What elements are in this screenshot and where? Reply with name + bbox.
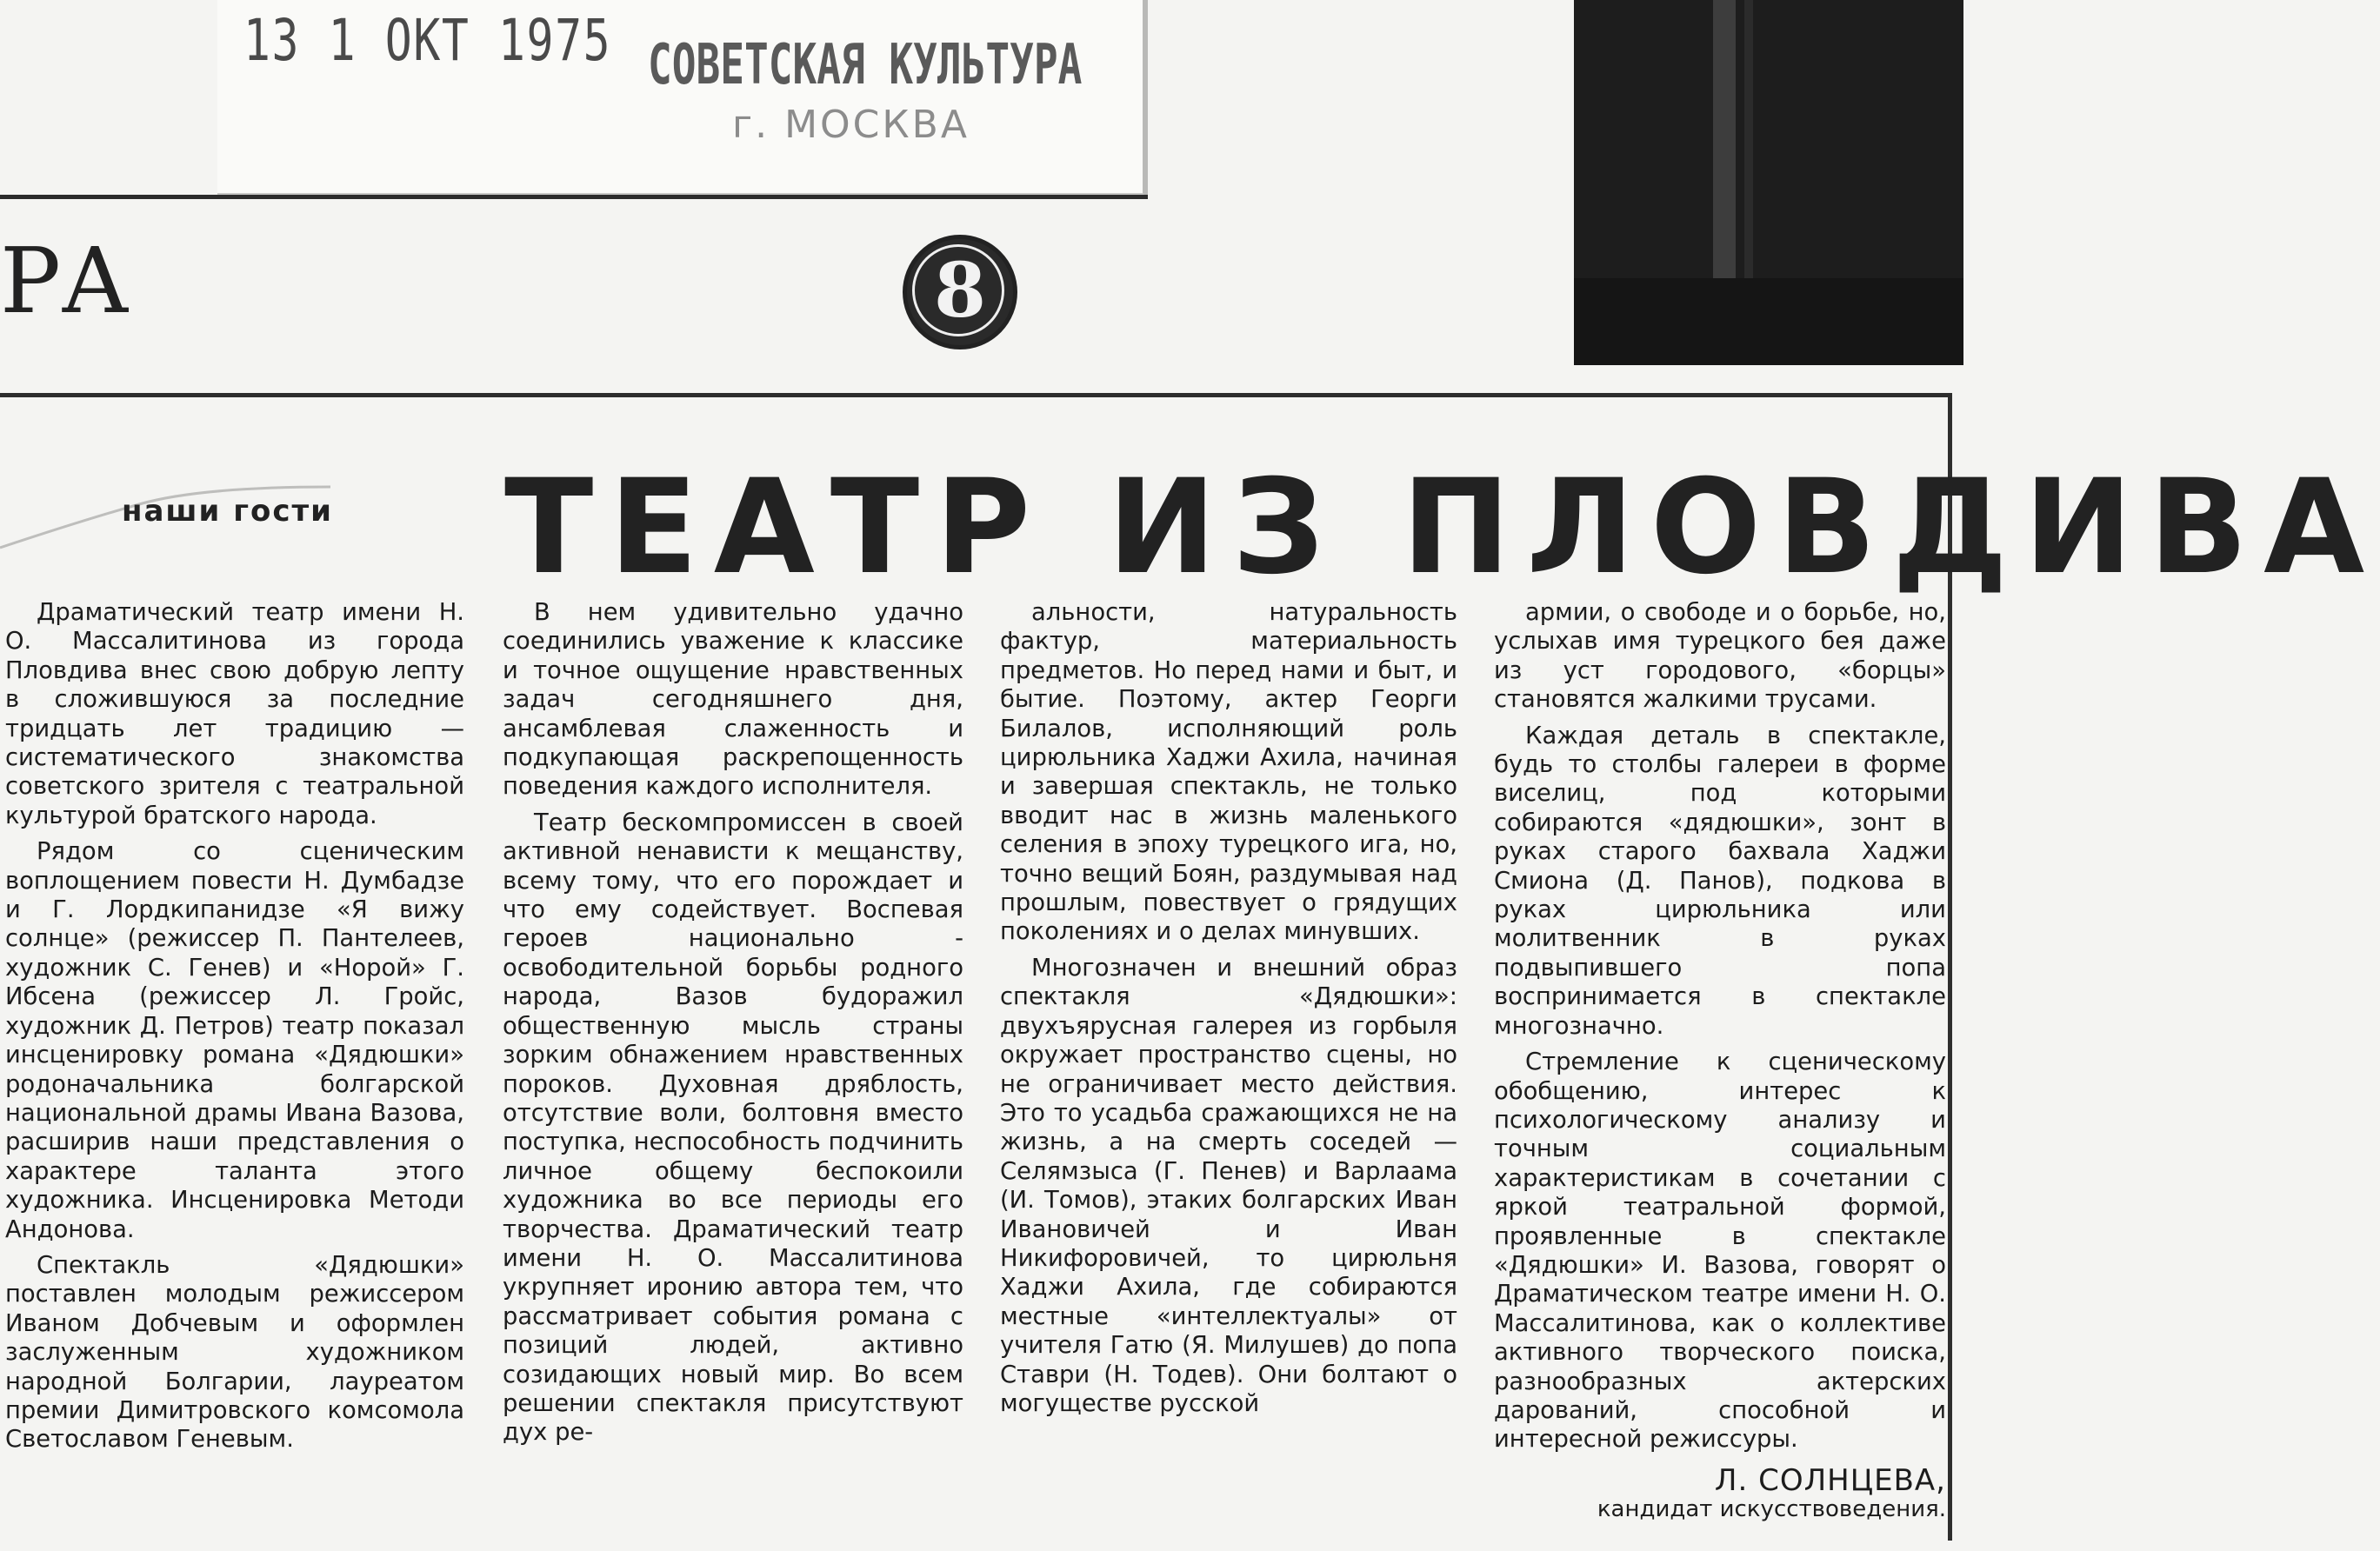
article-column-2 bbox=[503, 598, 963, 1546]
paragraph: Стремление к сценическому обобщению, интерес к психологическому анализу и точным социальным характеристикам в сочетании с яркой театральной формой, проявленные в спектакле «Дядюшки» И. Вазова, говорят о Драматическом театре имени Н. О. Массалитинова, как о коллективе активного творческого поиска, разнообразных актерских дарований, способной и интересной режиссуры. bbox=[1494, 1048, 1946, 1454]
article-column-1 bbox=[5, 598, 464, 1546]
paragraph: Драматический театр имени Н. О. Массалитинова из города Пловдива внес свою добрую лепту в сложившуюся за последние тридцать лет традицию — систематического знакомства советского зрителя с театральной культурой братского народа. bbox=[5, 599, 464, 829]
page-number-ring bbox=[912, 244, 1004, 336]
paragraph: Театр бескомпромиссен в своей активной ненависти к мещанству, всему тому, что его порождает и что ему содействует. Воспевая героев национально - освободительной борьбы родного народа, Вазов будоражил общественную мысль страны зорким обнажением нравственных пороков. Духовная дряблость, отсутствие воли, болтовня вместо поступка, неспособность подчинить личное общему беспокоили художника во все периоды его творчества. Драматический театр имени Н. О. Массалитинова укрупняет иронию автора тем, что рассматривает события романа с позиций людей, активно созидающих новый мир. Во всем решении спектакля присутствуют дух ре- bbox=[503, 809, 963, 1447]
photo-fragment bbox=[1574, 0, 1963, 365]
page-number-badge bbox=[903, 235, 1017, 349]
article-column-3 bbox=[1000, 598, 1457, 1546]
masthead-rule bbox=[0, 195, 1148, 199]
article-frame-top bbox=[0, 393, 1952, 397]
author-signature: Л. СОЛНЦЕВА, bbox=[1714, 1462, 1946, 1498]
article-headline: ТЕАТР ИЗ ПЛОВДИВА bbox=[504, 452, 2380, 603]
paragraph: В нем удивительно удачно соединились уважение к классике и точное ощущение нравственных задач сегодняшнего дня, ансамблевая слаженность и подкупающая раскрепощенность поведения каждого исполнителя. bbox=[503, 599, 963, 801]
stamp-city: г. МОСКВА bbox=[732, 103, 970, 147]
stamp-newspaper: СОВЕТСКАЯ КУЛЬТУРА bbox=[648, 33, 1083, 97]
paragraph: армии, о свободе и о борьбе, но, услыхав имя турецкого бея даже из уст городового, «борцы» становятся жалкими трусами. bbox=[1494, 599, 1946, 714]
page-number: 8 bbox=[934, 247, 986, 335]
paragraph: альности, натуральность фактур, материальность предметов. Но перед нами и быт, и бытие. Поэтому, актер Георги Билалов, исполняющий роль цирюльника Хаджи Ахила, начиная и завершая спектакль, не только вводит нас в жизнь маленького селения в эпоху турецкого ига, но, точно вещий Боян, раздумывая над прошлым, повествует о грядущих поколениях и о делах минувших. bbox=[1000, 599, 1457, 946]
photo-detail bbox=[1574, 278, 1963, 365]
stamp-date: 13 1 ОКТ 1975 bbox=[243, 7, 612, 74]
rubric-label: наши гости bbox=[122, 494, 334, 529]
paragraph: Многозначен и внешний образ спектакля «Дядюшки»: двухъярусная галерея из горбыля окружает пространство сцены, но не ограничивает место действия. Это то усадьба сражающихся не на жизнь, а на смерть соседей — Селямзыса (Г. Пенев) и Варлаама (И. Томов), этаких болгарских Иван Ивановичей и Иван Никифоровичей, то цирюльня Хаджи Ахила, где собираются местные «интеллектуалы» от учителя Гатю (Я. Милушев) до попа Ставри (Н. Тодев). Они болтают о могуществе русской bbox=[1000, 954, 1457, 1417]
author-title: кандидат искусствоведения. bbox=[1597, 1496, 1946, 1523]
paragraph: Спектакль «Дядюшки» поставлен молодым режиссером Иваном Добчевым и оформлен заслуженным художником народной Болгарии, лауреатом премии Димитровского комсомола Светославом Геневым. bbox=[5, 1251, 464, 1454]
masthead-fragment: РА bbox=[0, 228, 130, 334]
article-column-4 bbox=[1494, 598, 1946, 1546]
paragraph: Рядом со сценическим воплощением повести Н. Думбадзе и Г. Лордкипанидзе «Я вижу солнце» (режиссер П. Пантелеев, художник С. Генев) и «Норой» Г. Ибсена (режиссер Л. Гройс, художник Д. Петров) театр показал инсценировку романа «Дядюшки» родоначальника болгарской национальной драмы Ивана Вазова, расширив наши представления о характере таланта этого художника. Инсценировка Методи Андонова. bbox=[5, 838, 464, 1243]
paragraph: Каждая деталь в спектакле, будь то столбы галереи в форме виселиц, под которыми собираются «дядюшки», зонт в руках старого бахвала Хаджи Смиона (Д. Панов), подкова в руках цирюльника или молитвенник в руках подвыпившего попа воспринимается в спектакле многозначно. bbox=[1494, 722, 1946, 1040]
